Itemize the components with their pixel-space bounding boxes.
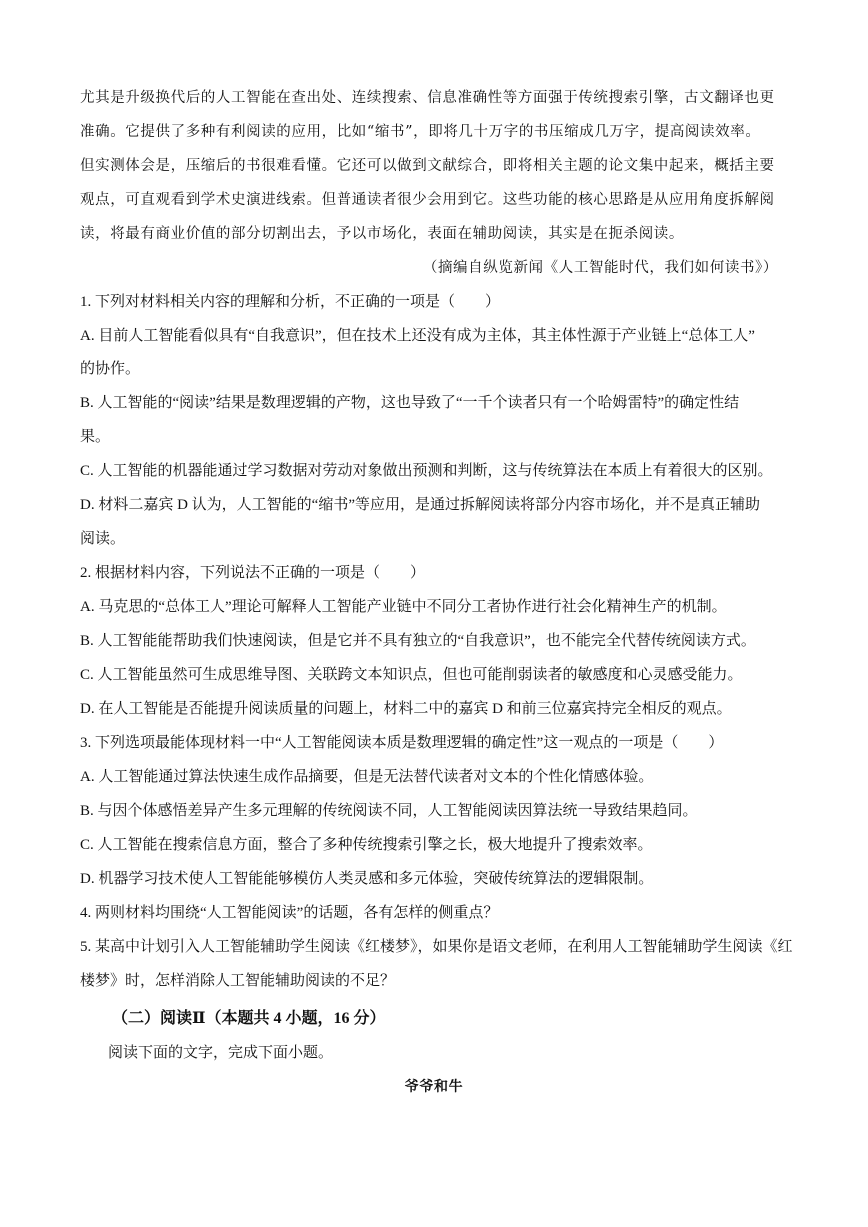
question-2-option-a: A. 马克思的“总体工人”理论可解释人工智能产业链中不同分工者协作进行社会化精神生产的机制。 <box>80 599 727 615</box>
passage-line: 但实测体会是，压缩后的书很难看懂。它还可以做到文献综合，即将相关主题的论文集中起来，概括主要 <box>80 158 775 174</box>
story-title: 爷爷和牛 <box>404 1079 464 1095</box>
question-1-stem: 1. 下列对材料相关内容的理解和分析，不正确的一项是（ ） <box>80 294 501 310</box>
instruction: 阅读下面的文字，完成下面小题。 <box>108 1045 334 1061</box>
passage-line: 尤其是升级换代后的人工智能在查出处、连续搜索、信息准确性等方面强于传统搜索引擎，古文翻译也更 <box>80 90 775 106</box>
passage-line: 读，将最有商业价值的部分切割出去，予以市场化，表面在辅助阅读，其实是在扼杀阅读。 <box>80 226 684 242</box>
question-1-option-b-cont: 果。 <box>80 429 111 445</box>
question-3-stem: 3. 下列选项最能体现材料一中“人工智能阅读本质是数理逻辑的确定性”这一观点的一项是（ ） <box>80 735 724 751</box>
question-3-option-c: C. 人工智能在搜索信息方面，整合了多种传统搜索引擎之长，极大地提升了搜索效率。 <box>80 837 653 853</box>
question-1-option-a-cont: 的协作。 <box>80 361 141 377</box>
question-2-option-c: C. 人工智能虽然可生成思维导图、关联跨文本知识点，但也可能削弱读者的敏感度和心灵感受能力。 <box>80 667 743 683</box>
question-3-option-b: B. 与因个体感悟差异产生多元理解的传统阅读不同，人工智能阅读因算法统一导致结果趋同。 <box>80 803 698 819</box>
question-5-stem: 5. 某高中计划引入人工智能辅助学生阅读《红楼梦》，如果你是语文老师，在利用人工智能辅助学生阅读《红 <box>80 939 793 955</box>
source-citation: （摘编自纵览新闻《人工智能时代，我们如何读书》） <box>422 260 778 276</box>
passage-line: 准确。它提供了多种有利阅读的应用，比如“缩书”，即将几十万字的书压缩成几万字，提高阅读效率。 <box>80 124 761 140</box>
question-2-stem: 2. 根据材料内容，下列说法不正确的一项是（ ） <box>80 565 426 581</box>
question-1-option-b: B. 人工智能的“阅读”结果是数理逻辑的产物，这也导致了“一千个读者只有一个哈姆雷特”的确定性结 <box>80 395 740 411</box>
question-2-option-b: B. 人工智能能帮助我们快速阅读，但是它并不具有独立的“自我意识”，也不能完全代替传统阅读方式。 <box>80 633 756 649</box>
question-1-option-d-cont: 阅读。 <box>80 531 126 547</box>
section-heading: （二）阅读Ⅱ（本题共 4 小题，16 分） <box>112 1010 386 1027</box>
question-3-option-d: D. 机器学习技术使人工智能能够模仿人类灵感和多元体验，突破传统算法的逻辑限制。 <box>80 871 654 887</box>
question-2-option-d: D. 在人工智能是否能提升阅读质量的问题上，材料二中的嘉宾 D 和前三位嘉宾持完全相反的观点。 <box>80 701 732 717</box>
question-1-option-d: D. 材料二嘉宾 D 认为，人工智能的“缩书”等应用，是通过拆解阅读将部分内容市场化，并不是真正辅助 <box>80 497 760 513</box>
question-3-option-a: A. 人工智能通过算法快速生成作品摘要，但是无法替代读者对文本的个性化情感体验。 <box>80 769 654 785</box>
question-1-option-a: A. 目前人工智能看似具有“自我意识”，但在技术上还没有成为主体，其主体性源于产业链上“总体工人” <box>80 328 755 344</box>
passage-line: 观点，可直观看到学术史演进线索。但普通读者很少会用到它。这些功能的核心思路是从应用角度拆解阅 <box>80 192 775 208</box>
question-1-option-c: C. 人工智能的机器能通过学习数据对劳动对象做出预测和判断，这与传统算法在本质上有着很大的区别。 <box>80 463 773 479</box>
question-4-stem: 4. 两则材料均围绕“人工智能阅读”的话题，各有怎样的侧重点？ <box>80 905 499 921</box>
question-5-stem-cont: 楼梦》时，怎样消除人工智能辅助阅读的不足？ <box>80 973 396 989</box>
